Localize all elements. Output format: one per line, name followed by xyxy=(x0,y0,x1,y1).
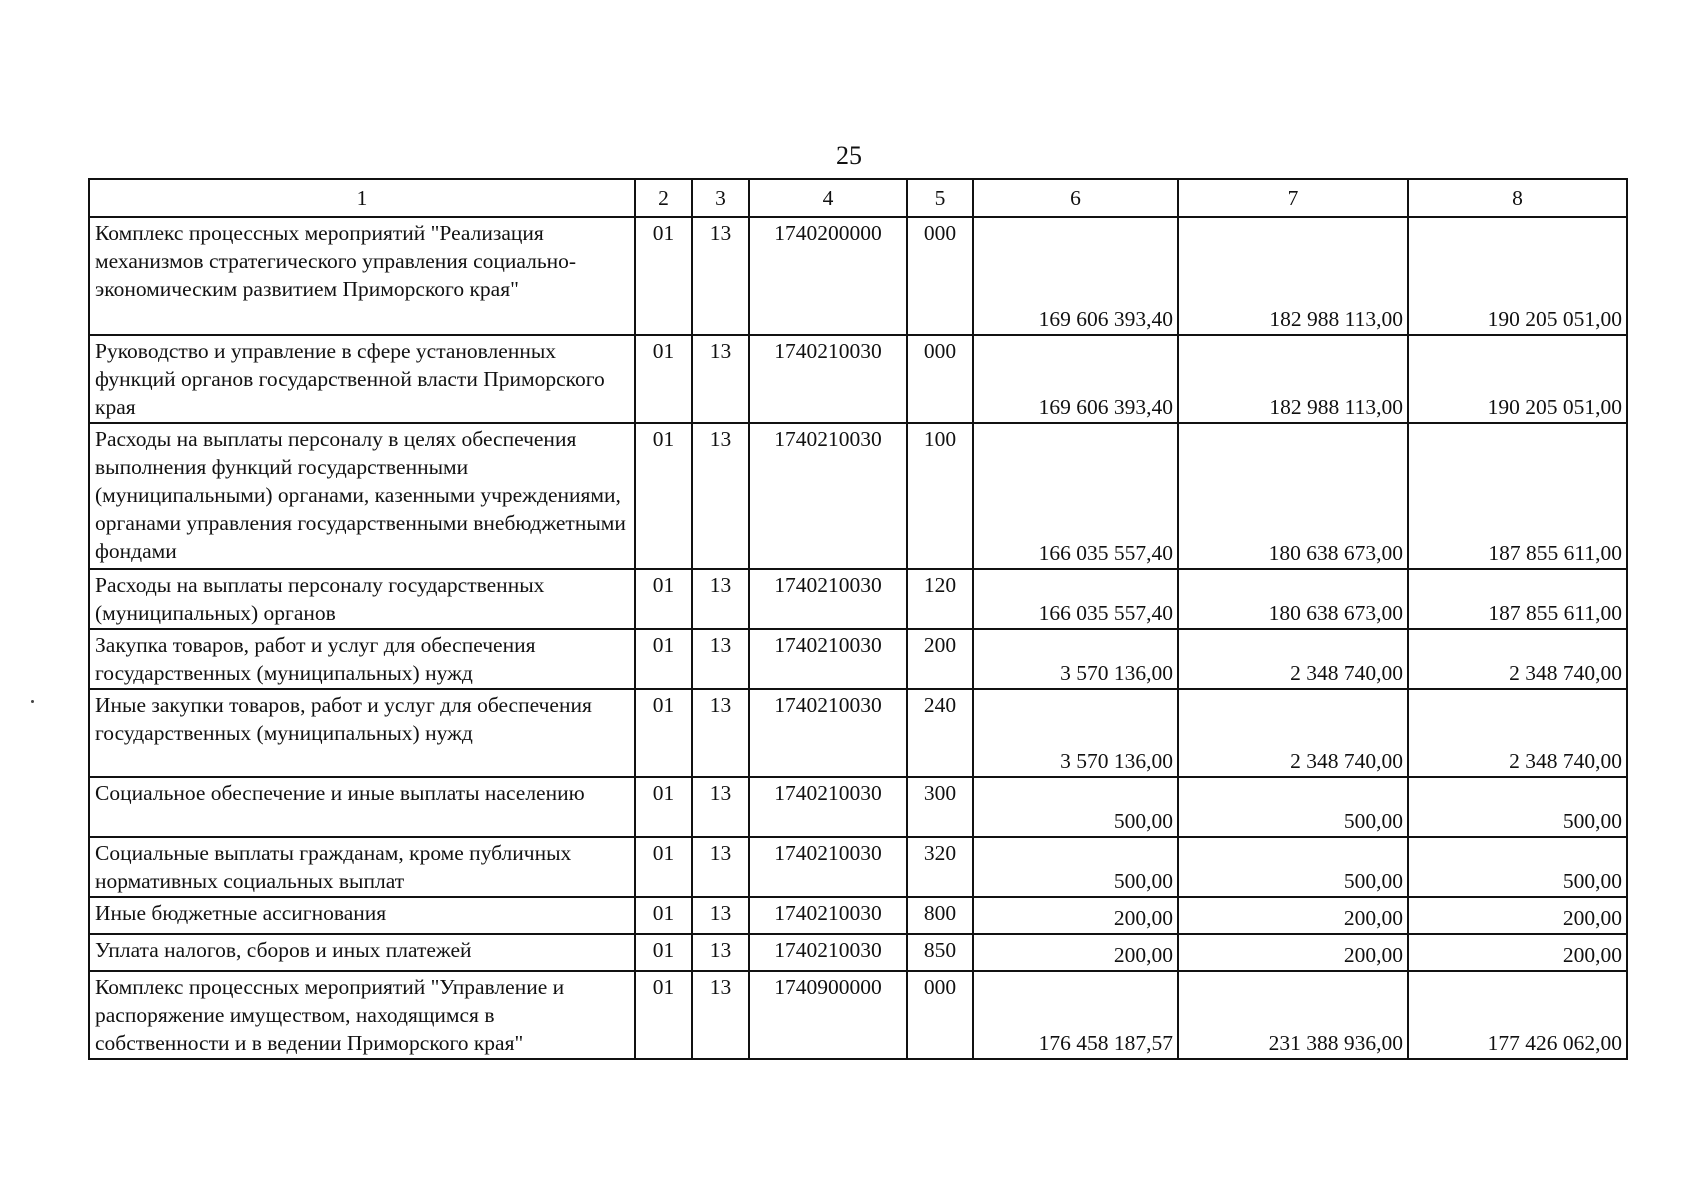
amount-col-8: 200,00 xyxy=(1408,897,1627,934)
amount-col-6: 500,00 xyxy=(973,837,1178,897)
amount-col-6: 200,00 xyxy=(973,897,1178,934)
target-article-code: 1740210030 xyxy=(749,897,907,934)
table-row xyxy=(89,837,1627,897)
expense-name: Комплекс процессных мероприятий "Управление и распоряжение имуществом, находящимся в собственности и в ведении Приморского края" xyxy=(89,971,635,1059)
expense-name: Социальные выплаты гражданам, кроме публичных нормативных социальных выплат xyxy=(89,837,635,897)
target-article-code: 1740210030 xyxy=(749,934,907,971)
amount-col-7: 182 988 113,00 xyxy=(1178,217,1408,335)
table-row xyxy=(89,335,1627,423)
section-code: 01 xyxy=(635,897,692,934)
expense-name: Закупка товаров, работ и услуг для обеспечения государственных (муниципальных) нужд xyxy=(89,629,635,689)
amount-col-8: 190 205 051,00 xyxy=(1408,335,1627,423)
table-row xyxy=(89,934,1627,971)
subsection-code: 13 xyxy=(692,837,749,897)
expense-type-code: 300 xyxy=(907,777,973,837)
expense-name: Социальное обеспечение и иные выплаты населению xyxy=(89,777,635,837)
amount-col-8: 190 205 051,00 xyxy=(1408,217,1627,335)
amount-col-8: 177 426 062,00 xyxy=(1408,971,1627,1059)
expense-type-code: 240 xyxy=(907,689,973,777)
table-row xyxy=(89,897,1627,934)
subsection-code: 13 xyxy=(692,569,749,629)
expense-type-code: 800 xyxy=(907,897,973,934)
section-code: 01 xyxy=(635,837,692,897)
section-code: 01 xyxy=(635,569,692,629)
subsection-code: 13 xyxy=(692,777,749,837)
target-article-code: 1740210030 xyxy=(749,569,907,629)
section-code: 01 xyxy=(635,335,692,423)
table-row xyxy=(89,689,1627,777)
amount-col-7: 500,00 xyxy=(1178,777,1408,837)
table-row xyxy=(89,777,1627,837)
page-number: 25 xyxy=(836,141,862,170)
expense-type-code: 100 xyxy=(907,423,973,569)
table-header xyxy=(89,179,1627,217)
subsection-code: 13 xyxy=(692,629,749,689)
amount-col-8: 2 348 740,00 xyxy=(1408,629,1627,689)
table-row xyxy=(89,423,1627,569)
amount-col-6: 169 606 393,40 xyxy=(973,335,1178,423)
amount-col-8: 500,00 xyxy=(1408,837,1627,897)
expense-name: Руководство и управление в сфере установленных функций органов государственной власти Приморского края xyxy=(89,335,635,423)
amount-col-8: 500,00 xyxy=(1408,777,1627,837)
section-code: 01 xyxy=(635,423,692,569)
column-header-5: 5 xyxy=(907,179,973,217)
expense-type-code: 000 xyxy=(907,971,973,1059)
table-row xyxy=(89,217,1627,335)
target-article-code: 1740210030 xyxy=(749,689,907,777)
expense-type-code: 320 xyxy=(907,837,973,897)
column-header-1: 1 xyxy=(89,179,635,217)
expense-type-code: 200 xyxy=(907,629,973,689)
column-header-8: 8 xyxy=(1408,179,1627,217)
section-code: 01 xyxy=(635,934,692,971)
table-row xyxy=(89,569,1627,629)
subsection-code: 13 xyxy=(692,689,749,777)
expense-name: Иные закупки товаров, работ и услуг для обеспечения государственных (муниципальных) нужд xyxy=(89,689,635,777)
expense-name: Расходы на выплаты персоналу государственных (муниципальных) органов xyxy=(89,569,635,629)
amount-col-6: 3 570 136,00 xyxy=(973,629,1178,689)
amount-col-8: 2 348 740,00 xyxy=(1408,689,1627,777)
expense-name: Расходы на выплаты персоналу в целях обеспечения выполнения функций государственными (муниципальными) органами, казенными учреждениями, органами управления государственными внебюджетными фондами xyxy=(89,423,635,569)
expense-type-code: 000 xyxy=(907,335,973,423)
table-row xyxy=(89,629,1627,689)
expense-type-code: 850 xyxy=(907,934,973,971)
section-code: 01 xyxy=(635,217,692,335)
amount-col-8: 200,00 xyxy=(1408,934,1627,971)
section-code: 01 xyxy=(635,971,692,1059)
subsection-code: 13 xyxy=(692,423,749,569)
column-header-6: 6 xyxy=(973,179,1178,217)
expense-type-code: 000 xyxy=(907,217,973,335)
amount-col-7: 231 388 936,00 xyxy=(1178,971,1408,1059)
amount-col-6: 176 458 187,57 xyxy=(973,971,1178,1059)
amount-col-7: 2 348 740,00 xyxy=(1178,689,1408,777)
amount-col-7: 182 988 113,00 xyxy=(1178,335,1408,423)
amount-col-6: 500,00 xyxy=(973,777,1178,837)
amount-col-8: 187 855 611,00 xyxy=(1408,423,1627,569)
target-article-code: 1740210030 xyxy=(749,837,907,897)
amount-col-7: 180 638 673,00 xyxy=(1178,423,1408,569)
target-article-code: 1740900000 xyxy=(749,971,907,1059)
expense-name: Уплата налогов, сборов и иных платежей xyxy=(89,934,635,971)
target-article-code: 1740210030 xyxy=(749,777,907,837)
column-header-2: 2 xyxy=(635,179,692,217)
amount-col-6: 166 035 557,40 xyxy=(973,423,1178,569)
amount-col-6: 3 570 136,00 xyxy=(973,689,1178,777)
amount-col-6: 169 606 393,40 xyxy=(973,217,1178,335)
amount-col-6: 166 035 557,40 xyxy=(973,569,1178,629)
section-code: 01 xyxy=(635,777,692,837)
table-row xyxy=(89,971,1627,1059)
subsection-code: 13 xyxy=(692,971,749,1059)
amount-col-7: 2 348 740,00 xyxy=(1178,629,1408,689)
column-header-7: 7 xyxy=(1178,179,1408,217)
target-article-code: 1740210030 xyxy=(749,423,907,569)
amount-col-6: 200,00 xyxy=(973,934,1178,971)
header-row xyxy=(89,179,1627,217)
amount-col-7: 200,00 xyxy=(1178,897,1408,934)
subsection-code: 13 xyxy=(692,897,749,934)
section-code: 01 xyxy=(635,689,692,777)
subsection-code: 13 xyxy=(692,934,749,971)
amount-col-8: 187 855 611,00 xyxy=(1408,569,1627,629)
column-header-4: 4 xyxy=(749,179,907,217)
table-body xyxy=(89,217,1627,1059)
scan-speck xyxy=(31,700,34,703)
amount-col-7: 500,00 xyxy=(1178,837,1408,897)
subsection-code: 13 xyxy=(692,217,749,335)
expense-name: Иные бюджетные ассигнования xyxy=(89,897,635,934)
expense-name: Комплекс процессных мероприятий "Реализация механизмов стратегического управления социально-экономическим развитием Приморского края" xyxy=(89,217,635,335)
amount-col-7: 200,00 xyxy=(1178,934,1408,971)
target-article-code: 1740200000 xyxy=(749,217,907,335)
amount-col-7: 180 638 673,00 xyxy=(1178,569,1408,629)
target-article-code: 1740210030 xyxy=(749,629,907,689)
target-article-code: 1740210030 xyxy=(749,335,907,423)
expense-type-code: 120 xyxy=(907,569,973,629)
budget-table xyxy=(88,178,1628,1060)
section-code: 01 xyxy=(635,629,692,689)
column-header-3: 3 xyxy=(692,179,749,217)
subsection-code: 13 xyxy=(692,335,749,423)
